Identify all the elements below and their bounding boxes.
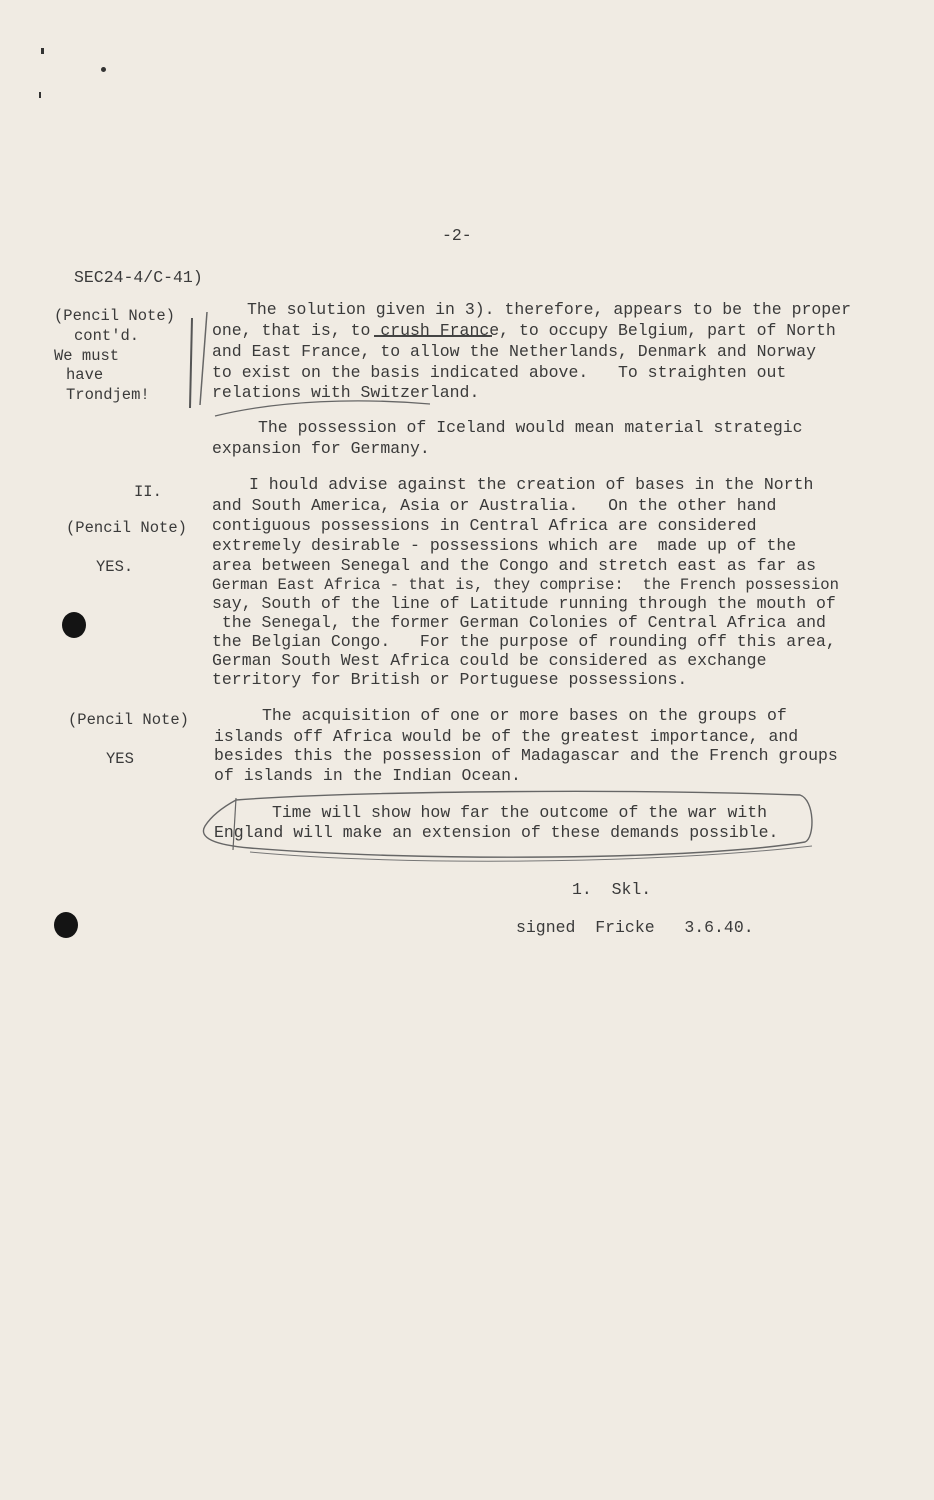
- paragraph-line: contiguous possessions in Central Africa are considered: [212, 516, 757, 535]
- circled-sentence-line: Time will show how far the outcome of the war with: [272, 803, 768, 822]
- paragraph-line: and East France, to allow the Netherlands, Denmark and Norway: [212, 342, 816, 361]
- signature-line: signed Fricke 3.6.40.: [516, 918, 754, 937]
- paragraph-line: extremely desirable - possessions which are made up of the: [212, 536, 797, 555]
- paragraph-line: to exist on the basis indicated above. To straighten out: [212, 363, 787, 382]
- margin-pencil-note: YES: [106, 750, 134, 768]
- margin-pencil-note: We must: [54, 347, 120, 365]
- office-designation: 1. Skl.: [572, 880, 652, 899]
- margin-pencil-note: cont'd.: [74, 327, 140, 345]
- paragraph-line: German South West Africa could be considered as exchange: [212, 651, 767, 670]
- document-reference: SEC24-4/C-41): [74, 268, 203, 287]
- paragraph-line: islands off Africa would be of the greatest importance, and: [214, 727, 799, 746]
- margin-pencil-note: (Pencil Note): [68, 711, 189, 729]
- paragraph-line: and South America, Asia or Australia. On the other hand: [212, 496, 777, 515]
- paragraph-line: The acquisition of one or more bases on the groups of: [262, 706, 787, 725]
- binder-hole: [62, 612, 86, 638]
- paragraph-line: The solution given in 3). therefore, appears to be the proper: [247, 300, 851, 319]
- margin-pencil-note: have: [66, 366, 104, 384]
- paragraph-line: besides this the possession of Madagascar and the French groups: [214, 746, 838, 765]
- paragraph-line: territory for British or Portuguese possessions.: [212, 670, 688, 689]
- paragraph-line: one, that is, to crush France, to occupy Belgium, part of North: [212, 321, 836, 340]
- margin-pencil-note: Trondjem!: [66, 386, 150, 404]
- paragraph-line: say, South of the line of Latitude running through the mouth of: [212, 594, 836, 613]
- section-number: II.: [134, 483, 162, 501]
- paragraph-line: I hould advise against the creation of bases in the North: [249, 475, 814, 494]
- ink-speck: [101, 67, 106, 72]
- paragraph-line: area between Senegal and the Congo and stretch east as far as: [212, 556, 816, 575]
- page-number: -2-: [442, 226, 472, 245]
- ink-speck: [41, 48, 44, 54]
- paragraph-line: The possession of Iceland would mean material strategic: [258, 418, 803, 437]
- paragraph-line: of islands in the Indian Ocean.: [214, 766, 521, 785]
- paragraph-line: the Belgian Congo. For the purpose of rounding off this area,: [212, 632, 836, 651]
- margin-pencil-note: (Pencil Note): [66, 519, 187, 537]
- paragraph-line: German East Africa - that is, they comprise: the French possession: [212, 576, 839, 594]
- margin-pencil-note: (Pencil Note): [54, 307, 175, 325]
- paragraph-line: the Senegal, the former German Colonies of Central Africa and: [212, 613, 826, 632]
- binder-hole: [54, 912, 78, 938]
- paragraph-line: expansion for Germany.: [212, 439, 430, 458]
- margin-pencil-note: YES.: [96, 558, 134, 576]
- circled-sentence-line: England will make an extension of these demands possible.: [214, 823, 779, 842]
- ink-speck: [39, 92, 41, 98]
- paragraph-line: relations with Switzerland.: [212, 383, 480, 402]
